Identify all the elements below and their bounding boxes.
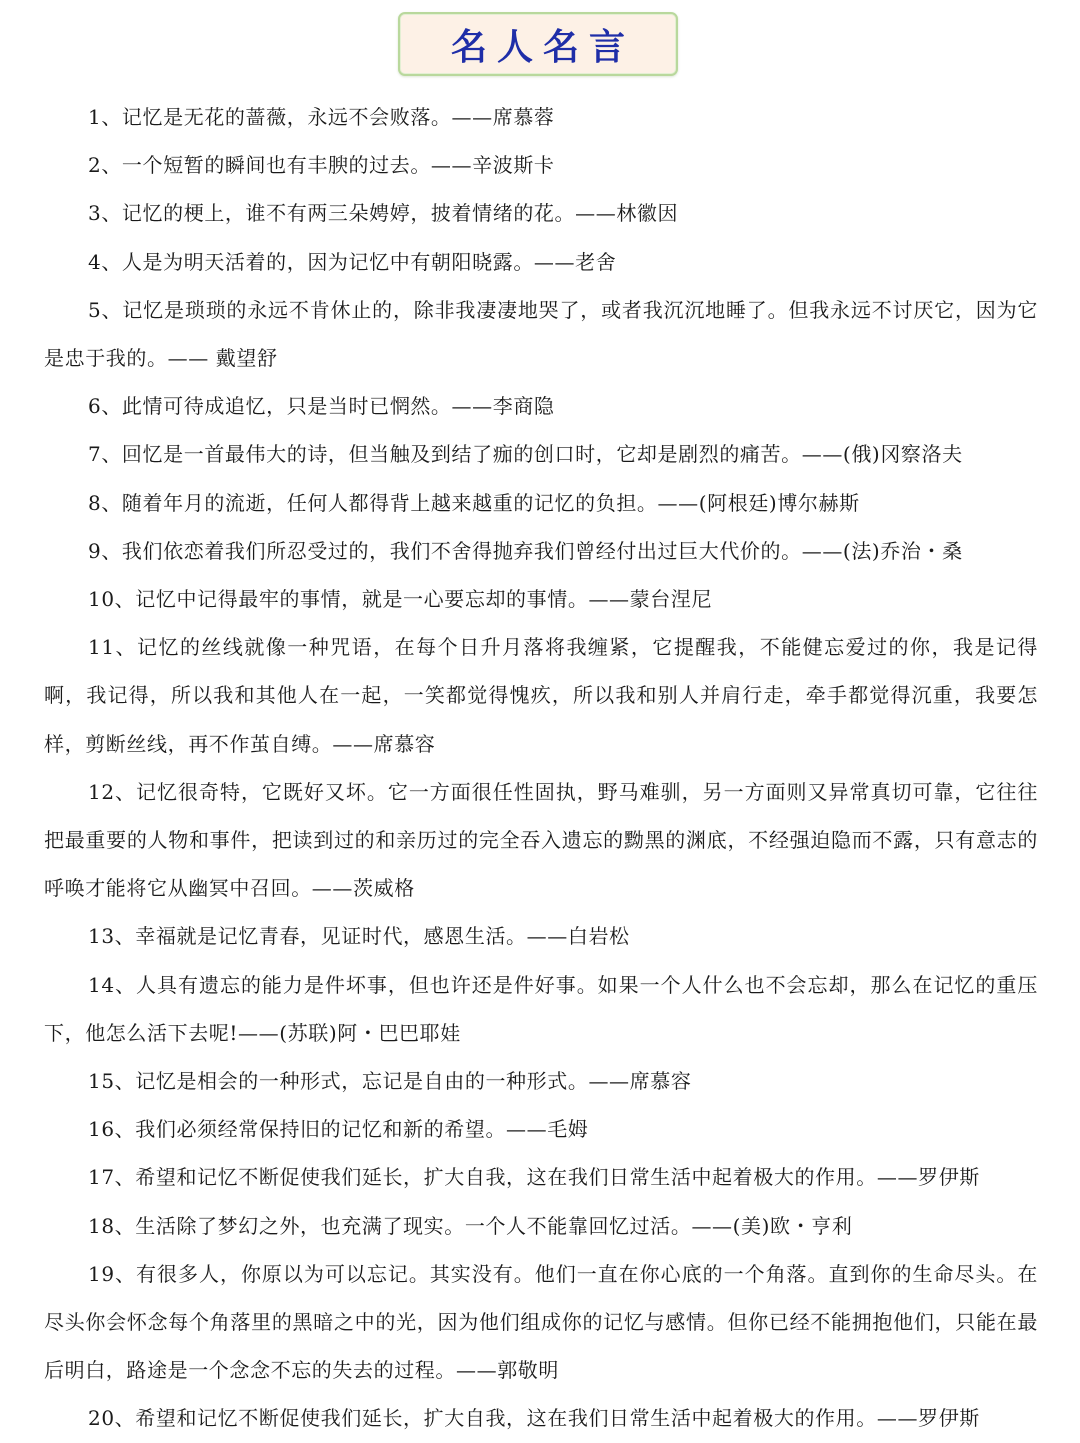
quote-item-4: 4、人是为明天活着的，因为记忆中有朝阳晓露。——老舍 [88,249,617,274]
quote-item-1: 1、记忆是无花的蔷薇，永远不会败落。——席慕蓉 [88,105,555,129]
quote-item-10: 10、记忆中记得最牢的事情，就是一心要忘却的事情。——蒙台涅尼 [88,587,713,612]
quote-list [44,93,1038,1443]
quote-item-8: 8、随着年月的流逝，任何人都得背上越来越重的记忆的负担。——(阿根廷)博尔赫斯 [88,490,860,515]
page-title: 名人名言 [450,25,635,68]
quote-item-16: 16、我们必须经常保持旧的记忆和新的希望。——毛姆 [88,1117,589,1142]
quote-item-11: 11、记忆的丝线就像一种咒语，在每个日升月落将我缠紧，它提醒我，不能健忘爱过的你，我是记得啊，我记得，所以我和其他人在一起，一笑都觉得愧疚，所以我和别人并肩行走，牵手都觉得沉重，我要怎样，剪断丝线，再不作茧自缚。——席慕容 [44,635,1038,756]
quote-item-15: 15、记忆是相会的一种形式，忘记是自由的一种形式。——席慕容 [88,1069,692,1094]
quote-item-13: 13、幸福就是记忆青春，见证时代，感恩生活。——白岩松 [88,924,630,949]
quote-item-14: 14、人具有遗忘的能力是件坏事，但也许还是件好事。如果一个人什么也不会忘却，那么在记忆的重压下，他怎么活下去呢!——(苏联)阿・巴巴耶娃 [44,972,1038,1045]
quote-item-7: 7、回忆是一首最伟大的诗，但当触及到结了痂的创口时，它却是剧烈的痛苦。——(俄)冈察洛夫 [88,442,963,467]
quote-item-9: 9、我们依恋着我们所忍受过的，我们不舍得抛弃我们曾经付出过巨大代价的。——(法)乔治・桑 [88,538,963,563]
quote-item-19: 19、有很多人，你原以为可以忘记。其实没有。他们一直在你心底的一个角落。直到你的生命尽头。在尽头你会怀念每个角落里的黑暗之中的光，因为他们组成你的记忆与感情。但你已经不能拥抱他们，只能在最后明白，路途是一个念念不忘的失去的过程。——郭敬明 [44,1261,1038,1383]
quote-item-3: 3、记忆的梗上，谁不有两三朵娉婷，披着情绪的花。——林徽因 [88,201,679,226]
quote-item-20: 20、希望和记忆不断促使我们延长，扩大自我，这在我们日常生活中起着极大的作用。——罗伊斯 [88,1406,980,1431]
quote-item-5: 5、记忆是琐琐的永远不肯休止的，除非我凄凄地哭了，或者我沉沉地睡了。但我永远不讨厌它，因为它是忠于我的。—— 戴望舒 [44,297,1038,371]
quote-item-2: 2、一个短暂的瞬间也有丰腴的过去。——辛波斯卡 [88,153,555,178]
title-banner [398,12,678,76]
quote-item-12: 12、记忆很奇特，它既好又坏。它一方面很任性固执，野马难驯，另一方面则又异常真切可靠，它往往把最重要的人物和事件，把读到过的和亲历过的完全吞入遗忘的黝黑的渊底，不经强迫隐而不露，只有意志的呼唤才能将它从幽冥中召回。——茨威格 [44,779,1038,901]
quote-item-17: 17、希望和记忆不断促使我们延长，扩大自我，这在我们日常生活中起着极大的作用。——罗伊斯 [88,1165,980,1190]
quote-item-18: 18、生活除了梦幻之外，也充满了现实。一个人不能靠回忆过活。——(美)欧・亨利 [88,1213,853,1238]
quote-item-6: 6、此情可待成追忆，只是当时已惘然。——李商隐 [88,394,555,419]
